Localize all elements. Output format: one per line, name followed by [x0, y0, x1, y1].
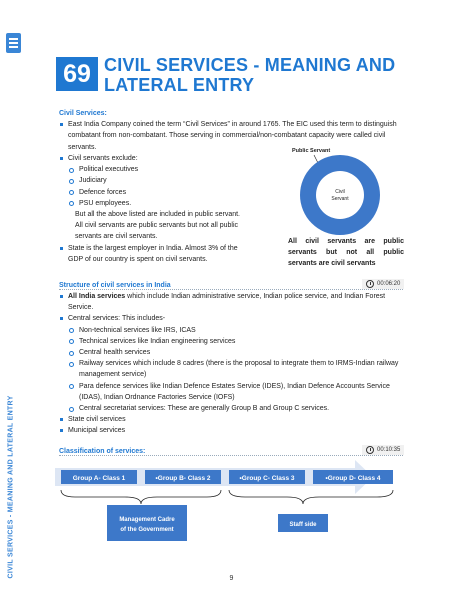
list-item: Defence forces	[59, 187, 269, 198]
chapter-title-line1: CIVIL SERVICES - MEANING AND	[104, 55, 396, 75]
section-structure-heading-row	[59, 280, 359, 291]
management-cadre-box	[107, 505, 187, 541]
civil-servant-circle	[316, 171, 364, 219]
list-item: Judiciary	[59, 175, 269, 186]
left-brace	[61, 490, 221, 504]
list-item: Political executives	[59, 164, 269, 175]
section-classification-heading-row	[59, 446, 359, 457]
timestamp-text: 00:10:35	[377, 447, 401, 453]
list-item-text: which include Indian administrative service, Indian police service, and Indian Forest Service.	[68, 293, 386, 312]
list-item: Technical services like Indian engineering services	[59, 336, 405, 347]
section-heading: Structure of civil services in India	[59, 282, 171, 289]
timestamp-badge	[362, 279, 404, 289]
chapter-title-line2: LATERAL ENTRY	[104, 75, 255, 95]
list-item: Central health services	[59, 347, 405, 358]
list-item: Municipal services	[59, 425, 405, 436]
section-civil-services-body	[59, 153, 269, 265]
list-item: State civil services	[59, 414, 405, 425]
outer-circle-label: Public Servant	[292, 148, 331, 154]
classification-diagram	[55, 460, 410, 550]
note-text: All civil servants are public servants but not all public servants are civil servants.	[75, 222, 239, 241]
side-chapter-label: CIVIL SERVICES - MEANING AND LATERAL ENTRY	[7, 395, 15, 579]
section-structure-body	[59, 291, 405, 437]
list-item: Central services: This includes-	[59, 313, 405, 324]
chapter-title	[104, 55, 424, 95]
group-c-label: •Group C- Class 3	[239, 475, 295, 482]
list-item	[59, 291, 405, 313]
chapter-number: 69	[56, 57, 98, 91]
right-brace	[229, 490, 393, 504]
list-item: Non-technical services like IRS, ICAS	[59, 325, 405, 336]
book-icon	[6, 33, 21, 53]
note-text: But all the above listed are included in public servant.	[75, 211, 240, 219]
group-d-label: •Group D- Class 4	[325, 475, 381, 482]
group-b-label: •Group B- Class 2	[155, 475, 211, 482]
inner-circle-label-2: Servant	[331, 196, 349, 202]
timestamp-badge	[362, 445, 404, 455]
list-item: Para defence services like Indian Defence Estates Service (IDES), Indian Defence Accounts Service (IDAS), Indian Ordnance Factories Service (IOFS)	[59, 381, 405, 403]
side-strip	[0, 0, 40, 599]
list-item: State is the largest employer in India. Almost 3% of the GDP of our country is spent on civil servants.	[59, 243, 238, 265]
staff-side-label: Staff side	[289, 522, 317, 528]
management-cadre-label-2: of the Government	[120, 527, 174, 533]
public-civil-servant-diagram	[282, 142, 412, 240]
list-item: PSU employees.	[59, 198, 269, 209]
list-item: Railway services which include 8 cadres (there is the proposal to integrate them to IRMS-Indian railway management service)	[59, 358, 405, 380]
list-item: East India Company coined the term “Civil Services” in around 1765. The EIC used this term to distinguish combatant from non-combatant. Those serving in commercial/non-combatant capacity were called civil servants.	[59, 119, 404, 153]
clock-icon	[366, 446, 374, 454]
diagram-caption: All civil servants are public servants but not all public servants are civil servants	[288, 238, 404, 267]
list-item: Civil servants exclude:	[59, 153, 269, 164]
section-heading: Civil Services:	[59, 110, 107, 117]
inner-circle-label-1: Civil	[335, 189, 345, 195]
list-item: Central secretariat services: These are generally Group B and Group C services.	[59, 403, 405, 414]
section-heading: Classification of services:	[59, 448, 146, 455]
clock-icon	[366, 280, 374, 288]
page-number: 9	[229, 575, 234, 582]
timestamp-text: 00:06:20	[377, 281, 401, 287]
label-pointer	[314, 155, 318, 163]
management-cadre-label-1: Management Cadre	[119, 517, 175, 523]
bold-term: All India services	[68, 293, 126, 300]
group-a-label: Group A- Class 1	[72, 475, 126, 482]
